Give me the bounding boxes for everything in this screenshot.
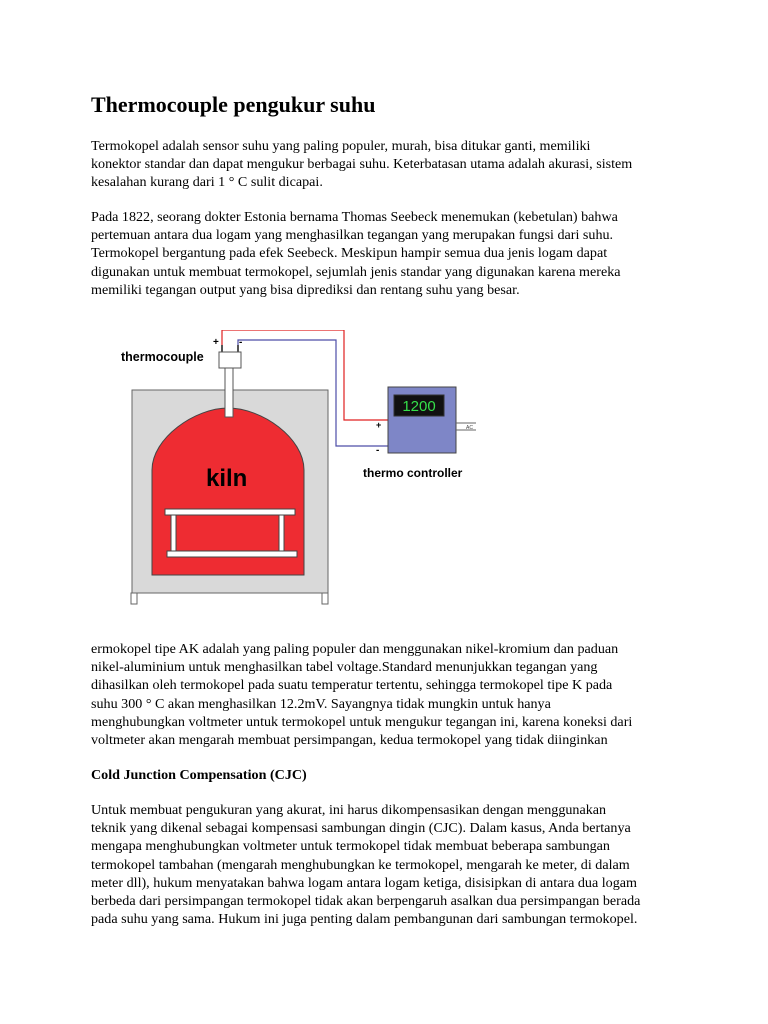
controller-plus-sign: + [376,420,382,430]
text-line: mengapa menghubungkan voltmeter untuk termokopel tidak membuat beberapa sambungan [91,838,610,855]
text-line: memiliki tegangan output yang bisa diprediksi dan rentang suhu yang besar. [91,281,520,298]
thermocouple-kiln-diagram [110,330,490,610]
kiln-leg-right [322,593,328,604]
shelf-post [171,515,176,551]
text-line: teknik yang dikenal sebagai kompensasi sambungan dingin (CJC). Dalam kasus, Anda bertanya [91,820,631,837]
thermocouple-label: thermocouple [121,350,204,364]
text-line: pada suhu yang sama. Hukum ini juga penting dalam pembangunan dari sambungan termokopel. [91,911,638,928]
text-line: termokopel tambahan (mengarah menghubungkan ke termokopel, mengarah ke meter, di dalam [91,856,630,873]
text-line: meter dll), hukum menyatakan bahwa logam antara logam ketiga, disisipkan di antara dua logam [91,874,637,891]
kiln-shelf-bottom [167,551,297,557]
display-reading: 1200 [402,398,436,415]
thermocouple-head [219,352,241,368]
thermo-controller-label: thermo controller [363,466,463,480]
kiln-shelf-top [165,509,295,515]
text-line: Termokopel adalah sensor suhu yang paling populer, murah, bisa ditukar ganti, memiliki [91,138,591,154]
text-line: kesalahan kurang dari 1 ° C sulit dicapai. [91,174,323,191]
text-line: voltmeter akan mengarah membuat persimpangan, kedua termokopel yang tidak diinginkan [91,732,608,749]
text-line: ermokopel tipe AK adalah yang paling populer dan menggunakan nikel-kromium dan paduan [91,641,619,657]
text-line: Termokopel bergantung pada efek Seebeck. Meskipun hampir semua dua jenis logam dapat [91,245,608,262]
thermocouple-probe [225,368,233,417]
ac-label: AC [466,425,473,431]
intro-paragraph [91,137,691,192]
section-heading: Cold Junction Compensation (CJC) [91,767,307,783]
page-title: Thermocouple pengukur suhu [91,92,376,117]
cjc-paragraph [91,801,691,928]
kiln-label: kiln [206,465,248,492]
shelf-post [279,515,284,551]
text-line: dihasilkan oleh termokopel pada suatu temperatur tertentu, sehingga termokopel tipe K pada [91,677,613,694]
text-line: digunakan untuk membuat termokopel, sejumlah jenis standar yang digunakan karena mereka [91,263,621,280]
controller-minus-sign: - [376,445,380,456]
text-line: menghubungkan voltmeter untuk termokopel untuk mengukur tegangan ini, karena koneksi dari [91,713,633,730]
probe-minus-sign: - [239,337,243,348]
text-line: konektor standar dan dapat mengukur berbagai suhu. Keterbatasan utama adalah akurasi, sistem [91,156,633,173]
probe-plus-sign: + [213,337,219,348]
text-line: berbeda dari persimpangan termokopel tidak akan berpengaruh asalkan dua persimpangan berada [91,893,641,910]
text-line: nikel-aluminium untuk menghasilkan tabel voltage.Standard menunjukkan tegangan yang [91,659,598,676]
text-line: Untuk membuat pengukuran yang akurat, ini harus dikompensasikan dengan menggunakan [91,802,607,818]
text-line: Pada 1822, seorang dokter Estonia bernama Thomas Seebeck menemukan (kebetulan) bahwa [91,209,618,225]
text-line: pertemuan antara dua logam yang menghasilkan tegangan yang merupakan fungsi dari suhu. [91,227,614,244]
text-line: suhu 300 ° C akan menghasilkan 12.2mV. Sayangnya tidak mungkin untuk hanya [91,695,551,712]
kiln-leg-left [131,593,137,604]
seebeck-paragraph [91,208,691,299]
type-k-paragraph [91,640,691,749]
